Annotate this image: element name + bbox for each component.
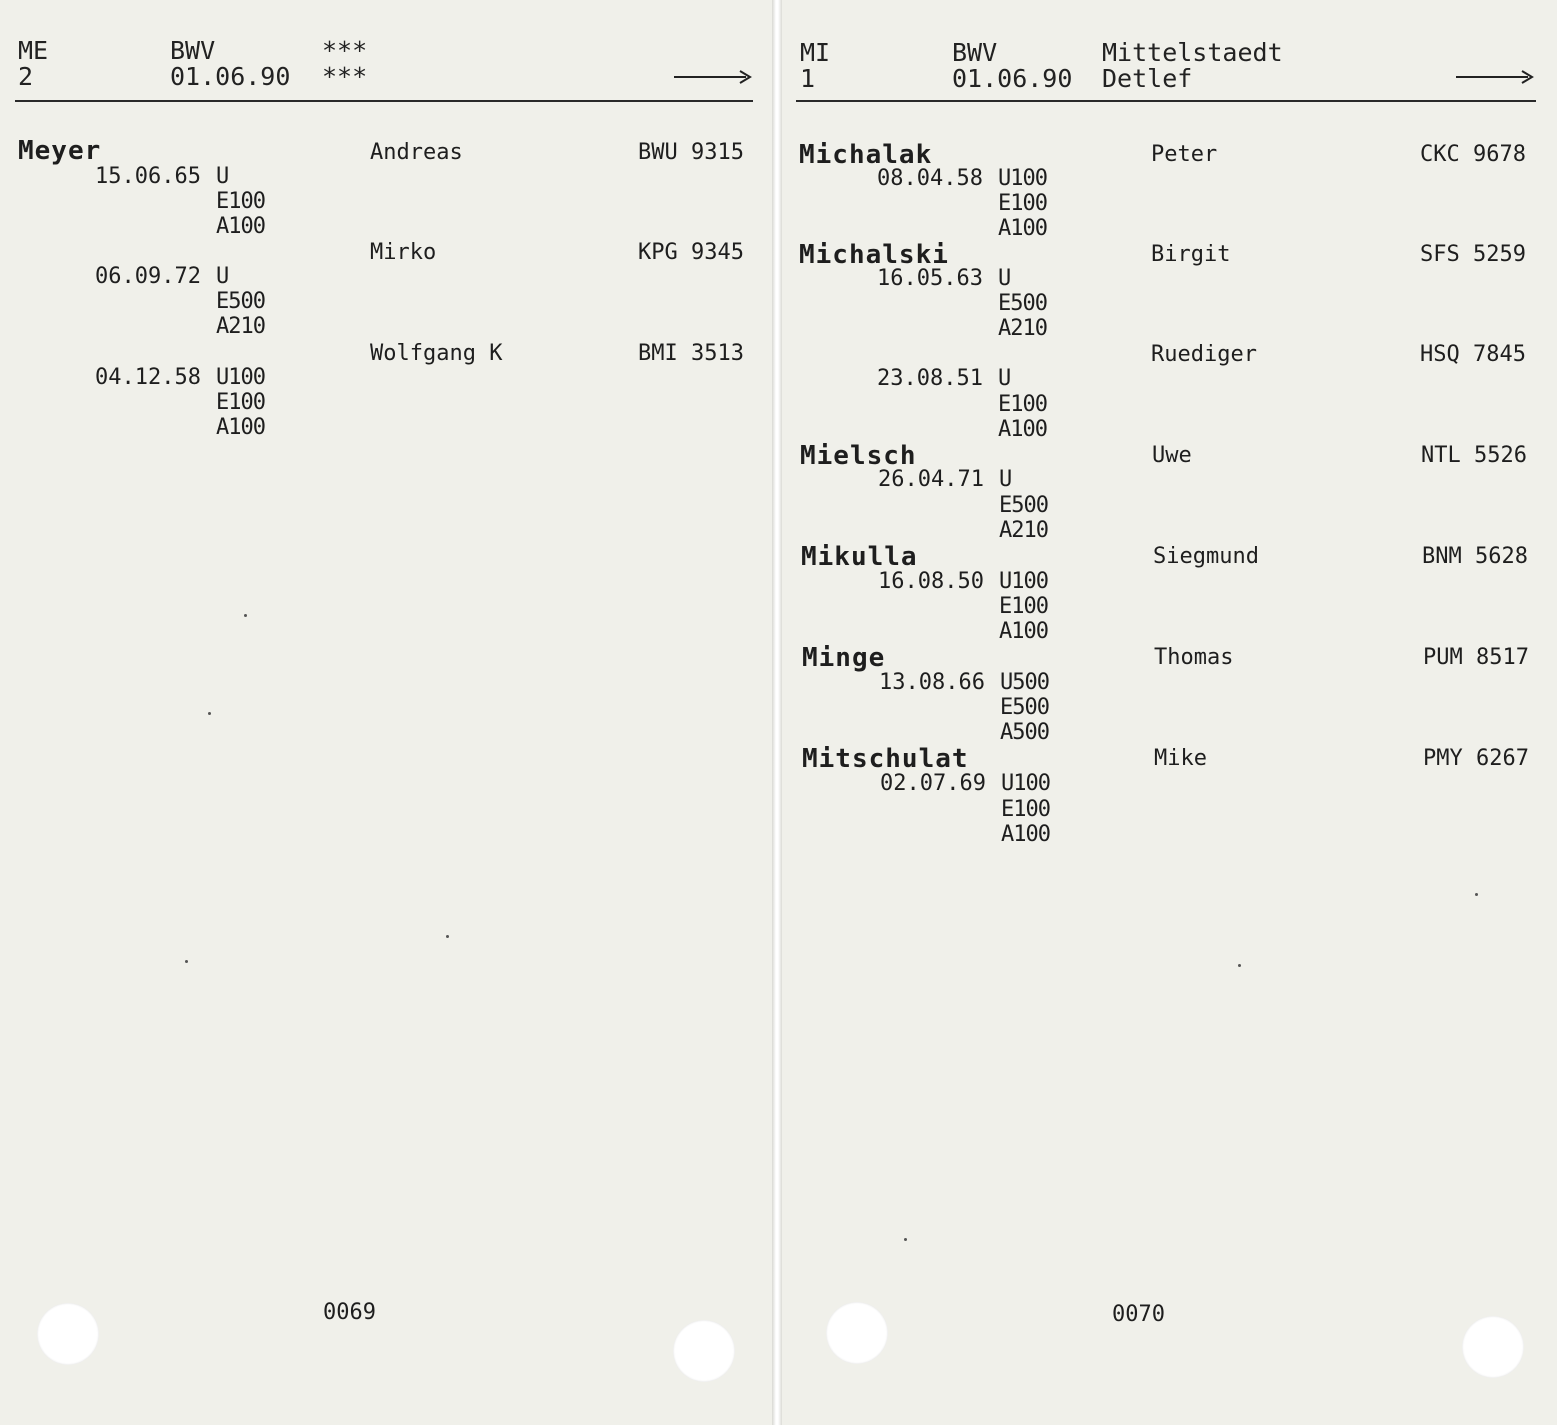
entry-code: A100 xyxy=(998,216,1047,241)
entry-surname: Meyer xyxy=(18,136,102,166)
entry-code: U500 xyxy=(1000,670,1049,695)
entry-birthdate: 26.04.71 xyxy=(878,467,984,492)
entry-firstname: Peter xyxy=(1151,142,1218,167)
header-index-code: MI xyxy=(800,38,831,67)
entry-code: A100 xyxy=(998,417,1047,442)
page-number: 0069 xyxy=(323,1300,376,1325)
entry-code: A100 xyxy=(216,214,265,239)
entry-code: E100 xyxy=(216,189,265,214)
entry-code: U100 xyxy=(998,166,1047,191)
index-card-left xyxy=(0,0,772,1425)
dust-speck xyxy=(446,935,449,938)
entry-code: U xyxy=(998,266,1011,291)
header-rule xyxy=(15,100,753,102)
arrow-right-icon xyxy=(1454,62,1536,92)
dust-speck xyxy=(208,712,211,715)
entry-code: E500 xyxy=(999,493,1048,518)
entry-birthdate: 08.04.58 xyxy=(877,166,983,191)
entry-birthdate: 06.09.72 xyxy=(95,264,201,289)
entry-code: E500 xyxy=(1000,695,1049,720)
entry-surname: Mikulla xyxy=(801,542,918,572)
entry-surname: Michalak xyxy=(799,140,933,170)
header-org: BWV xyxy=(170,36,216,65)
header-org: BWV xyxy=(952,38,998,67)
entry-birthdate: 15.06.65 xyxy=(95,164,201,189)
entry-code: A210 xyxy=(998,316,1047,341)
header-index-code: ME xyxy=(18,36,49,65)
entry-firstname: Ruediger xyxy=(1151,342,1257,367)
entry-code: A210 xyxy=(999,518,1048,543)
entry-firstname: Birgit xyxy=(1151,242,1231,267)
entry-plate: BMI 3513 xyxy=(638,341,744,366)
entry-plate: BNM 5628 xyxy=(1422,544,1528,569)
dust-speck xyxy=(1475,893,1478,896)
entry-code: A100 xyxy=(216,415,265,440)
entry-plate: BWU 9315 xyxy=(638,140,744,165)
header-rule xyxy=(796,100,1536,102)
entry-code: A100 xyxy=(999,619,1048,644)
entry-plate: KPG 9345 xyxy=(638,240,744,265)
header-name-line2: Detlef xyxy=(1102,64,1193,93)
punch-hole xyxy=(826,1302,888,1364)
entry-plate: PUM 8517 xyxy=(1423,645,1529,670)
entry-code: U xyxy=(216,164,229,189)
dust-speck xyxy=(185,960,188,963)
entry-code: U xyxy=(998,366,1011,391)
entry-surname: Mitschulat xyxy=(802,744,969,774)
entry-plate: NTL 5526 xyxy=(1421,443,1527,468)
entry-firstname: Andreas xyxy=(370,140,463,165)
entry-code: E100 xyxy=(1001,797,1050,822)
header-date: 01.06.90 xyxy=(952,64,1073,93)
entry-code: E100 xyxy=(216,390,265,415)
dust-speck xyxy=(904,1238,907,1241)
entry-code: A500 xyxy=(1000,720,1049,745)
entry-code: E500 xyxy=(216,289,265,314)
punch-hole xyxy=(673,1320,735,1382)
entry-code: E500 xyxy=(998,291,1047,316)
entry-code: U100 xyxy=(216,365,265,390)
punch-hole xyxy=(37,1303,99,1365)
punch-hole xyxy=(1462,1316,1524,1378)
dust-speck xyxy=(1238,964,1241,967)
entry-plate: CKC 9678 xyxy=(1420,142,1526,167)
entry-birthdate: 04.12.58 xyxy=(95,365,201,390)
entry-code: E100 xyxy=(998,191,1047,216)
entry-firstname: Siegmund xyxy=(1153,544,1259,569)
dust-speck xyxy=(244,614,247,617)
entry-firstname: Mirko xyxy=(370,240,437,265)
entry-plate: PMY 6267 xyxy=(1423,746,1529,771)
entry-code: A210 xyxy=(216,314,265,339)
entry-code: U xyxy=(216,264,229,289)
arrow-right-icon xyxy=(672,62,754,92)
entry-plate: SFS 5259 xyxy=(1420,242,1526,267)
entry-firstname: Uwe xyxy=(1152,443,1192,468)
entry-firstname: Thomas xyxy=(1154,645,1234,670)
entry-firstname: Mike xyxy=(1154,746,1207,771)
card-gap xyxy=(772,0,782,1425)
entry-birthdate: 16.08.50 xyxy=(878,569,984,594)
entry-code: A100 xyxy=(1001,822,1050,847)
header-index-number: 2 xyxy=(18,62,34,91)
header-name-line1: *** xyxy=(322,36,368,65)
entry-plate: HSQ 7845 xyxy=(1420,342,1526,367)
entry-birthdate: 16.05.63 xyxy=(877,266,983,291)
entry-surname: Michalski xyxy=(799,240,949,270)
header-date: 01.06.90 xyxy=(170,62,291,91)
header-name-line1: Mittelstaedt xyxy=(1102,38,1283,67)
entry-code: E100 xyxy=(998,392,1047,417)
header-index-number: 1 xyxy=(800,64,816,93)
header-name-line2: *** xyxy=(322,62,368,91)
entry-birthdate: 23.08.51 xyxy=(877,366,983,391)
entry-surname: Minge xyxy=(802,643,886,673)
entry-birthdate: 13.08.66 xyxy=(879,670,985,695)
entry-surname: Mielsch xyxy=(800,441,917,471)
page-number: 0070 xyxy=(1112,1302,1165,1327)
entry-birthdate: 02.07.69 xyxy=(880,771,986,796)
entry-code: U xyxy=(999,467,1012,492)
entry-code: E100 xyxy=(999,594,1048,619)
index-card-right xyxy=(782,0,1557,1425)
entry-firstname: Wolfgang K xyxy=(370,341,503,366)
entry-code: U100 xyxy=(1001,771,1050,796)
entry-code: U100 xyxy=(999,569,1048,594)
